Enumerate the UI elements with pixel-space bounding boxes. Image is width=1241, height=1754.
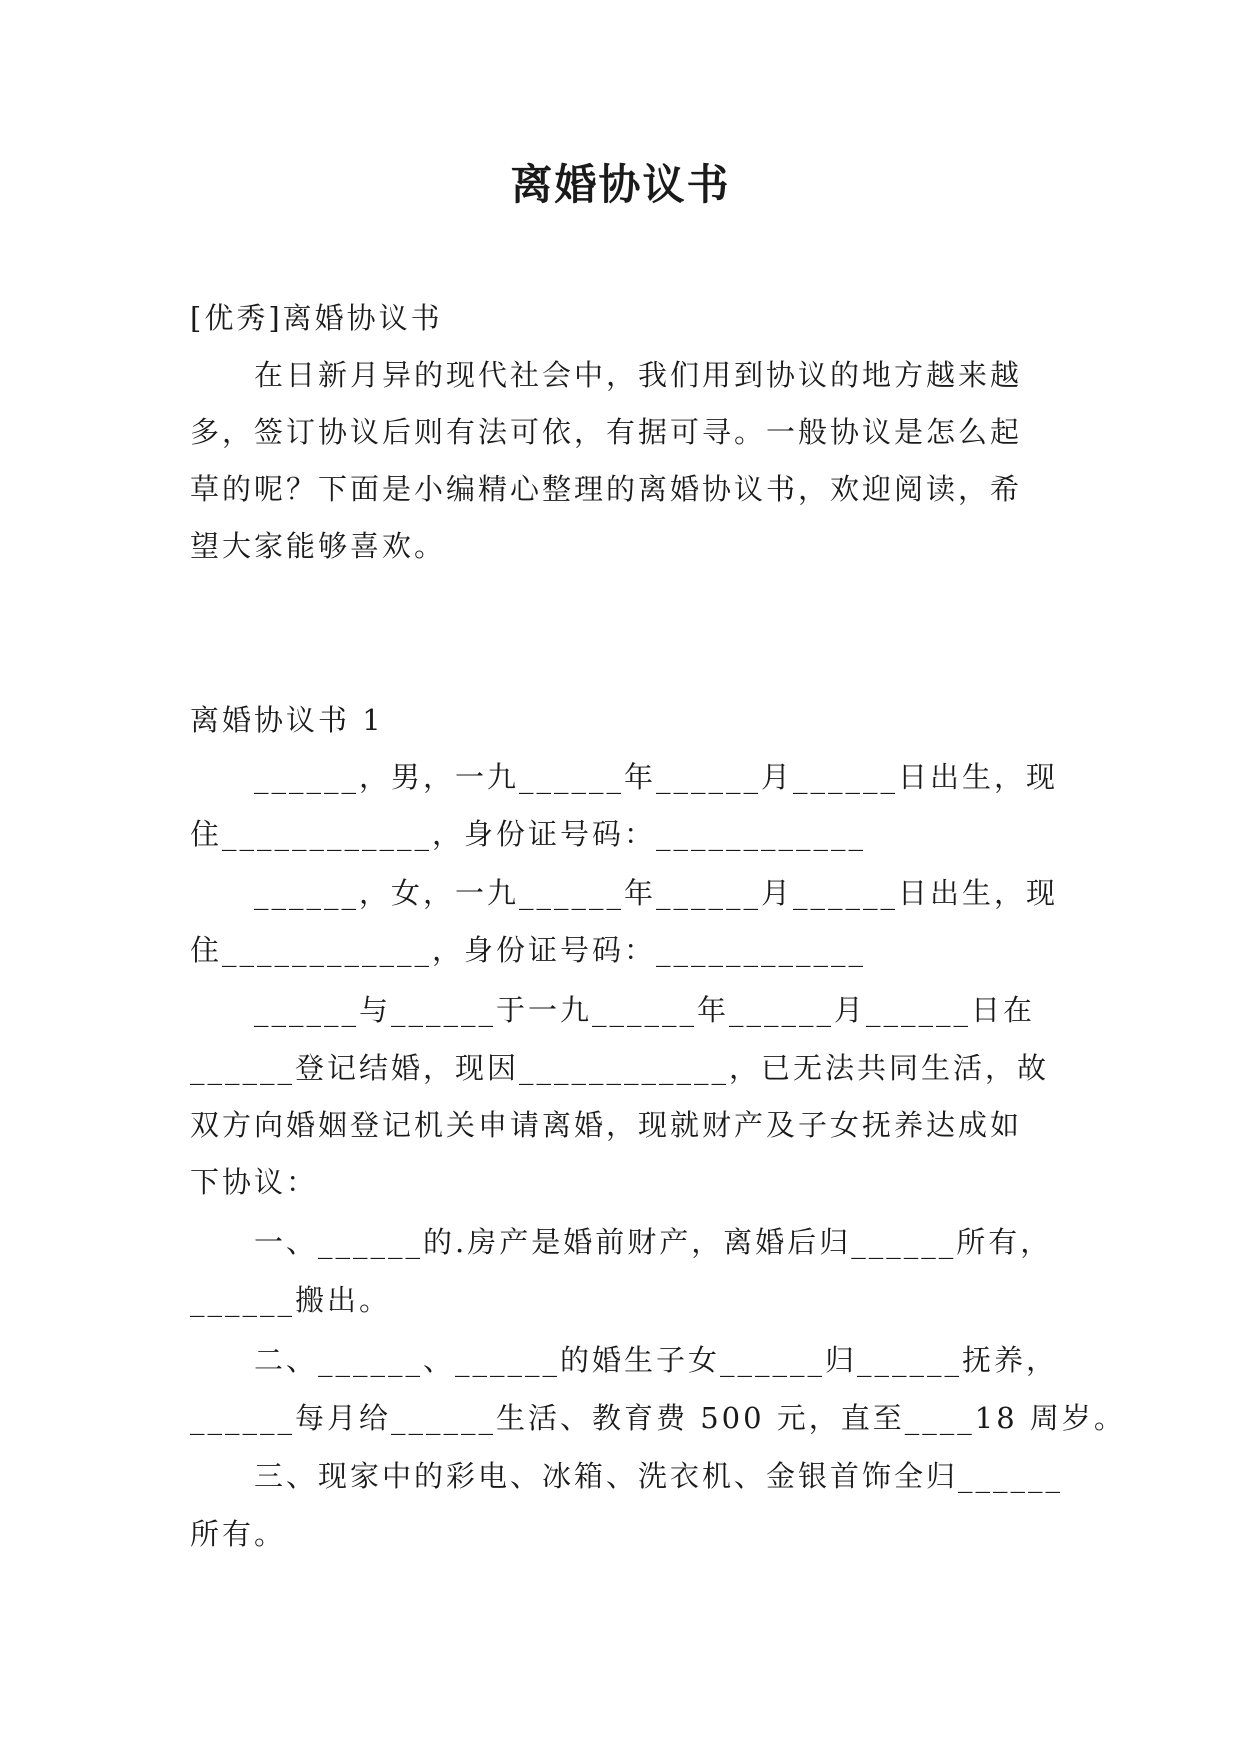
body-line: ______，女，一九______年______月______日出生，现 — [254, 876, 1059, 910]
body-line: ______登记结婚，现因____________，已无法共同生活，故 — [190, 1051, 1050, 1085]
body-line: 二、______、______的婚生子女______归______抚养， — [254, 1343, 1059, 1377]
body-line: 下协议： — [190, 1165, 319, 1199]
document-title: 离婚协议书 — [510, 160, 731, 209]
intro-line: 望大家能够喜欢。 — [190, 529, 447, 563]
intro-line: 草的呢？下面是小编精心整理的离婚协议书，欢迎阅读，希 — [190, 472, 1023, 506]
body-line: ______每月给______生活、教育费 500 元，直至____18 周岁。 — [190, 1401, 1126, 1435]
document-subtitle: [优秀]离婚协议书 — [190, 301, 443, 335]
body-line: ______搬出。 — [190, 1283, 392, 1317]
intro-line: 多，签订协议后则有法可依，有据可寻。一般协议是怎么起 — [190, 415, 1023, 449]
body-line: 双方向婚姻登记机关申请离婚，现就财产及子女抚养达成如 — [190, 1108, 1023, 1142]
body-line: 住____________，身份证号码：____________ — [190, 933, 867, 967]
body-line: 一、______的.房产是婚前财产，离婚后归______所有， — [254, 1225, 1053, 1259]
body-line: ______，男，一九______年______月______日出生，现 — [254, 760, 1059, 794]
body-line: ______与______于一九______年______月______日在 — [254, 993, 1036, 1027]
section-heading: 离婚协议书 1 — [190, 703, 384, 737]
body-line: 所有。 — [190, 1517, 287, 1551]
body-line: 三、现家中的彩电、冰箱、洗衣机、金银首饰全归______ — [254, 1459, 1064, 1493]
body-line: 住____________，身份证号码：____________ — [190, 817, 867, 851]
intro-line: 在日新月异的现代社会中，我们用到协议的地方越来越 — [254, 358, 1023, 392]
